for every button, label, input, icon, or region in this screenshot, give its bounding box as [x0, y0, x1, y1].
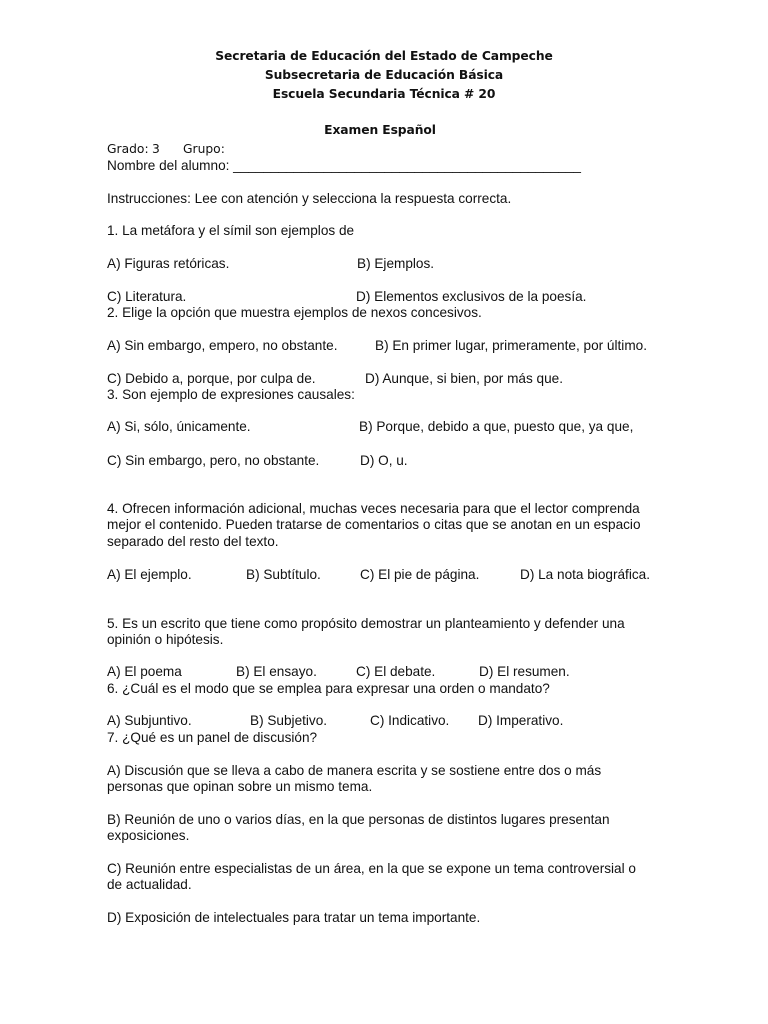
- grupo-label: Grupo:: [183, 142, 225, 156]
- question-5-line-2: opinión o hipótesis.: [107, 632, 224, 647]
- q2-option-d: D) Aunque, si bien, por más que.: [365, 371, 563, 386]
- q2-option-a: A) Sin embargo, empero, no obstante.: [107, 338, 338, 353]
- q3-option-d: D) O, u.: [360, 453, 408, 468]
- q6-option-a: A) Subjuntivo.: [107, 713, 192, 728]
- grado-value: 3: [152, 142, 160, 156]
- student-name-line: Nombre del alumno: ______________________________________________: [107, 158, 581, 173]
- q1-option-b: B) Ejemplos.: [357, 256, 435, 271]
- q7-option-c-line-1: C) Reunión entre especialistas de un área, en la que se expone un tema controversial o: [107, 861, 636, 876]
- q2-option-b: B) En primer lugar, primeramente, por último.: [375, 338, 647, 353]
- q6-option-d: D) Imperativo.: [478, 713, 564, 728]
- q7-option-d: D) Exposición de intelectuales para tratar un tema importante.: [107, 910, 481, 925]
- question-2-text: 2. Elige la opción que muestra ejemplos de nexos concesivos.: [107, 305, 482, 320]
- header-subsecretaria: Subsecretaria de Educación Básica: [264, 68, 504, 82]
- grado-label: Grado:: [107, 142, 149, 156]
- q5-option-c: C) El debate.: [356, 664, 436, 679]
- question-7-text: 7. ¿Qué es un panel de discusión?: [107, 730, 318, 745]
- q6-option-c: C) Indicativo.: [370, 713, 450, 728]
- exam-title: Examen Español: [324, 123, 436, 137]
- question-4-line-1: 4. Ofrecen información adicional, muchas veces necesaria para que el lector comprenda: [107, 501, 640, 516]
- question-6-text: 6. ¿Cuál es el modo que se emplea para expresar una orden o mandato?: [107, 681, 550, 696]
- q2-option-c: C) Debido a, porque, por culpa de.: [107, 371, 316, 386]
- q1-option-d: D) Elementos exclusivos de la poesía.: [356, 289, 587, 304]
- q7-option-b-line-2: exposiciones.: [107, 828, 190, 843]
- q5-option-d: D) El resumen.: [479, 664, 570, 679]
- q6-option-b: B) Subjetivo.: [250, 713, 328, 728]
- q7-option-b-line-1: B) Reunión de uno o varios días, en la que personas de distintos lugares presentan: [107, 812, 610, 827]
- q7-option-c-line-2: de actualidad.: [107, 877, 192, 892]
- q4-option-d: D) La nota biográfica.: [520, 567, 650, 582]
- q3-option-c: C) Sin embargo, pero, no obstante.: [107, 453, 320, 468]
- question-4-line-2: mejor el contenido. Pueden tratarse de comentarios o citas que se anotan en un espacio: [107, 517, 641, 532]
- question-4-line-3: separado del resto del texto.: [107, 534, 279, 549]
- q4-option-b: B) Subtítulo.: [246, 567, 321, 582]
- q1-option-c: C) Literatura.: [107, 289, 187, 304]
- q1-option-a: A) Figuras retóricas.: [107, 256, 230, 271]
- q5-option-b: B) El ensayo.: [236, 664, 317, 679]
- question-3-text: 3. Son ejemplo de expresiones causales:: [107, 387, 355, 402]
- instructions: Instrucciones: Lee con atención y selecciona la respuesta correcta.: [107, 191, 512, 206]
- header-secretaria: Secretaria de Educación del Estado de Campeche: [215, 49, 553, 63]
- q5-option-a: A) El poema: [107, 664, 182, 679]
- q4-option-a: A) El ejemplo.: [107, 567, 192, 582]
- q3-option-a: A) Si, sólo, únicamente.: [107, 419, 251, 434]
- q7-option-a-line-2: personas que opinan sobre un mismo tema.: [107, 779, 373, 794]
- question-1-text: 1. La metáfora y el símil son ejemplos de: [107, 223, 355, 238]
- header-school: Escuela Secundaria Técnica # 20: [272, 87, 496, 101]
- q7-option-a-line-1: A) Discusión que se lleva a cabo de manera escrita y se sostiene entre dos o más: [107, 763, 602, 778]
- q3-option-b: B) Porque, debido a que, puesto que, ya que,: [359, 419, 634, 434]
- q4-option-c: C) El pie de página.: [360, 567, 480, 582]
- question-5-line-1: 5. Es un escrito que tiene como propósito demostrar un planteamiento y defender una: [107, 616, 625, 631]
